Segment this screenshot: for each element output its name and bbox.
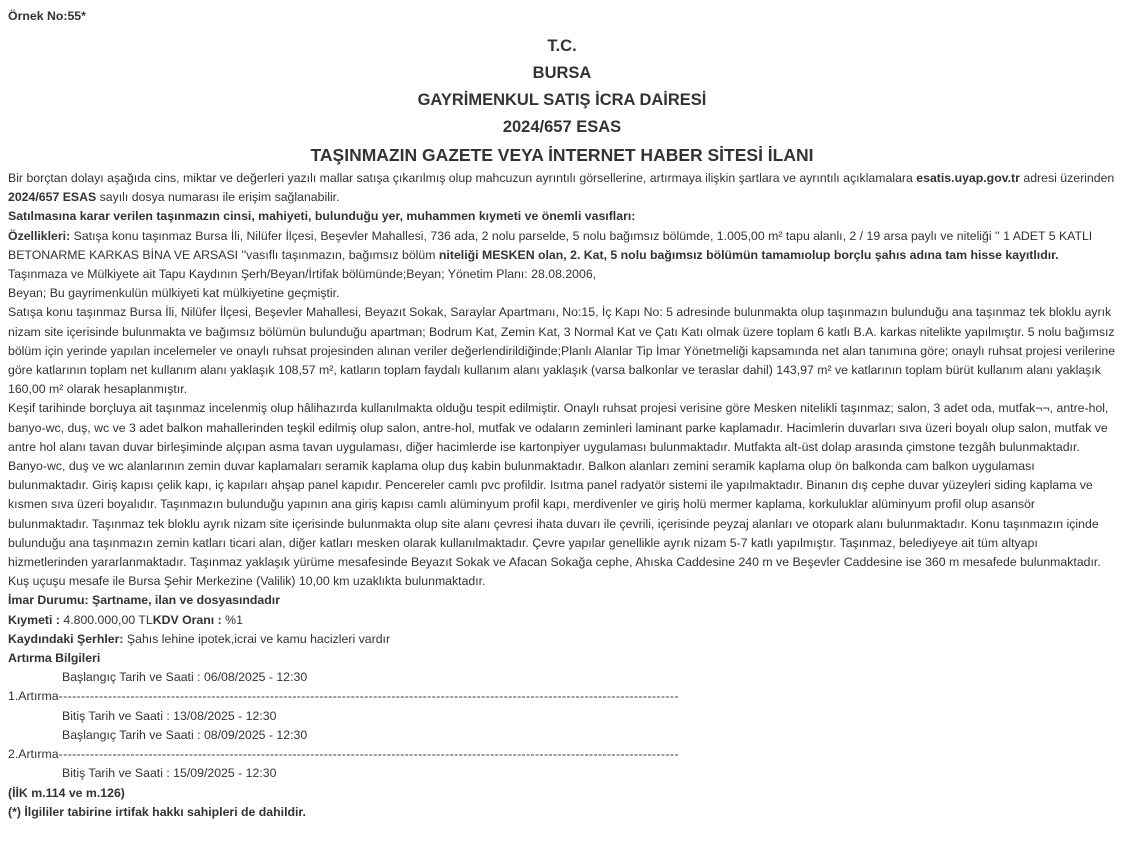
second-row (8, 745, 1116, 764)
dash-separator: ------------------------------------------------------------------------------------------------------------------------------------------ (58, 689, 679, 704)
announcement-document (8, 0, 1116, 822)
intro-esas: 2024/657 ESAS (8, 190, 97, 205)
artirma-title-text: Artırma Bilgileri (8, 651, 101, 666)
kiymet-value: 4.800.000,00 TL (59, 612, 153, 627)
esatis-site: esatis.uyap.gov.tr (916, 171, 1020, 185)
ozellikler-bold: niteliği MESKEN olan, 2. Kat, 5 nolu bağımsız bölümün tamamıolup borçlu şahıs adına tam hisse kayıtlıdır. (438, 247, 1059, 262)
section-title (8, 207, 1116, 226)
imar-label: İmar Durumu: (8, 593, 89, 608)
artirma-first (8, 668, 1116, 726)
second-end: Bitiş Tarih ve Saati : 15/09/2025 - 12:30 (62, 766, 277, 781)
ozellikler-label: Özellikleri: (8, 228, 71, 243)
second-label: 2.Artırma (8, 747, 59, 762)
document-header (8, 33, 1116, 169)
section-title-text: Satılmasına karar verilen taşınmazın cinsi, mahiyeti, bulunduğu yer, muhammen kıymeti ve önemli vasıfları: (8, 209, 636, 224)
first-row (8, 687, 1116, 706)
header-city: BURSA (532, 64, 592, 82)
first-start: Başlangıç Tarih ve Saati : 06/08/2025 - 12:30 (62, 670, 308, 685)
law-reference-text: (İİK m.114 ve m.126) (8, 785, 125, 800)
kiymet-label: Kıymeti : (8, 612, 60, 627)
intro-paragraph (8, 169, 1116, 207)
ozellikler-text: Satışa konu taşınmaz Bursa İli, Nilüfer İlçesi, Beşevler Mahallesi, 736 ada, 2 nolu parselde, 5 nolu bağımsız bölümde, 1.005,00 m² tapu alanlı, 2 / 19 arsa paylı ve niteliği '' 1 ADET 5 KATLI BETONARME KARKAS BİNA VE ARSASI ''vasıflı taşınmazın, bağımsız bölüm (8, 228, 1093, 262)
sample-number: Örnek No:55* (8, 9, 86, 23)
ozellikler-paragraph (8, 227, 1116, 265)
address-paragraph: Satışa konu taşınmaz Bursa İli, Nilüfer İlçesi, Beşevler Mahallesi, Beyazıt Sokak, Saraylar Apartmanı, No:15, İç Kapı No: 5 adresinde bulunmakta olup taşınmazın bulunduğu ana taşınmaz tek bloklu ayrık nizam site içerisinde bulunmakta ve bağımsız bölümün bulunduğu apartman; Bodrum Kat, Zemin Kat, 3 Normal Kat ve Çatı Katı olmak üzere toplam 6 katlı B.A. karkas nitelikte yapılmıştır. 5 nolu bağımsız bölüm için yerinde yapılan incelemeler ve onaylı ruhsat projesinden alınan veriler değerlendirildiğinde;Planlı Alanlar Tip İmar Yönetmeliği kapsamında net alan tanımına göre; onaylı ruhsat projesi verilerine göre katlarının toplam net kullanım alanı yaklaşık 108,57 m², katların toplam faydalı kullanım alanı yaklaşık (varsa balkonlar ve teraslar dahil) 143,97 m² ve katlarının toplam bürüt kullanım alanı yaklaşık 160,00 m² olarak hesaplanmıştır. (8, 305, 1116, 397)
intro-text-2: adresi üzerinden (1019, 171, 1115, 185)
imar-value: Şartname, ilan ve dosyasındadır (88, 593, 280, 608)
kiymet-line (8, 611, 1116, 630)
inspection-paragraph: Keşif tarihinde borçluya ait taşınmaz incelenmiş olup hâlihazırda kullanılmakta olduğu tespit edilmiştir. Onaylı ruhsat projesi verisine göre Mesken nitelikli taşınmaz; salon, 3 adet oda, mutfak¬¬, antre-hol, banyo-wc, duş, wc ve 3 adet balkon mahallerinden teşkil edilmiş olup salon, antre-hol, mutfak ve odaların zeminleri laminant parke kaplamadır. Hacimlerin duvarları sıva üzeri boyalı olup salon, mutfak ve antre hol alanı tavan duvar birleşiminde alçıpan asma tavan uygulaması, diğer hacimlerde ise kartonpiyer uygulaması bulunmaktadır. Mutfakta alt-üst dolap arasında çimstone tezgâh bulunmaktadır. Banyo-wc, duş ve wc alanlarının zemin duvar kaplamaları seramik kaplama olup duş kabin bulunmaktadır. Balkon alanları zemini seramik kaplama olup ön balkonda cam balkon uygulaması bulunmaktadır. Giriş kapısı çelik kapı, iç kapıları ahşap panel kapıdır. Pencereler camlı pvc profildir. Isıtma panel radyatör sistemi ile yapılmaktadır. Binanın dış cephe duvar yüzeyleri siding kaplama ve kısmen sıva üzeri boyalıdır. Taşınmazın bulunduğu yapının ana giriş kapısı camlı alüminyum profil kapı, merdivenler ve giriş holü mermer kaplama, korkuluklar alüminyum profil olup asansör bulunmaktadır. Taşınmaz tek bloklu ayrık nizam site içerisinde bulunmakta olup site alanı çevresi ihata duvarı ile çevrili, içerisinde peyzaj alanları ve otopark alanı bulunmaktadır. Konu taşınmazın içinde bulunduğu ana taşınmazın zemin katları ticari alan, diğer katları mesken olarak kullanılmaktadır. Çevre yapılar genellikle ayrık nizam 5-7 katlı yapılmıştır. Taşınmaz, belediyeye ait tüm altyapı hizmetlerinden yararlanmaktadır. Taşınmaz yaklaşık yürüme mesafesinde Beyazıt Sokak ve Afacan Sokağa cephe, Ahıska Caddesine 240 m ve Beşevler Caddesine ise 360 m mesafede bulunmaktadır. Kuş uçuşu mesafe ile Bursa Şehir Merkezine (Valilik) 10,00 km uzaklıkta bulunmaktadır. (8, 401, 1109, 589)
header-office: GAYRİMENKUL SATIŞ İCRA DAİRESİ (417, 91, 707, 109)
serhler-label: Kaydındaki Şerhler: (8, 631, 124, 646)
artirma-title (8, 649, 1116, 668)
law-reference (8, 784, 1116, 803)
kdv-label: KDV Oranı : (152, 612, 222, 627)
first-end: Bitiş Tarih ve Saati : 13/08/2025 - 12:30 (62, 708, 277, 723)
kdv-value: %1 (221, 612, 243, 627)
serhler-line (8, 630, 1116, 649)
serhler-value: Şahıs lehine ipotek,icrai ve kamu hacizleri vardır (123, 631, 391, 646)
second-start: Başlangıç Tarih ve Saati : 08/09/2025 - 12:30 (62, 727, 308, 742)
dash-separator: ------------------------------------------------------------------------------------------------------------------------------------------ (58, 747, 679, 762)
footnote-text: (*) İlgililer tabirine irtifak hakkı sahipleri de dahildir. (8, 804, 306, 819)
imar-line (8, 591, 1116, 610)
header-title: TAŞINMAZIN GAZETE VEYA İNTERNET HABER SİTESİ İLANI (310, 145, 814, 165)
footnote (8, 803, 1116, 822)
tapu-serh-line: Taşınmaza ve Mülkiyete ait Tapu Kaydının Şerh/Beyan/İrtifak bölümünde;Beyan; Yönetim Planı: 28.08.2006, (8, 267, 597, 282)
header-esas: 2024/657 ESAS (502, 118, 622, 136)
intro-text-3: sayılı dosya numarası ile erişim sağlanabilir. (96, 190, 340, 205)
first-label: 1.Artırma (8, 689, 59, 704)
beyan-line: Beyan; Bu gayrimenkulün mülkiyeti kat mülkiyetine geçmiştir. (8, 286, 340, 301)
intro-text-1: Bir borçtan dolayı aşağıda cins, miktar ve değerleri yazılı mallar satışa çıkarılmış olup mahcuzun ayrıntılı görsellerine, artırmaya ilişkin şartlara ve ayrıntılı açıklamalara (8, 171, 917, 185)
header-tc: T.C. (547, 37, 577, 55)
artirma-second (8, 726, 1116, 784)
